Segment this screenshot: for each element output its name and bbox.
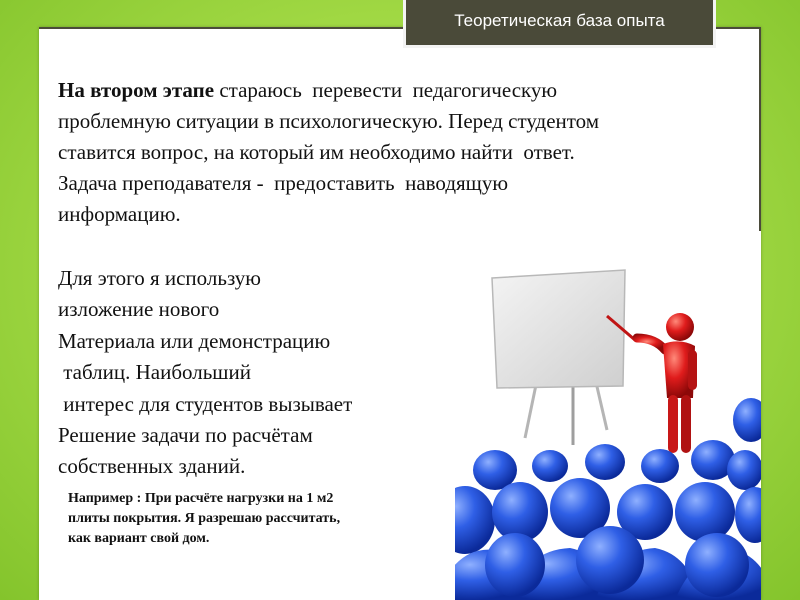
- intro-bold-phrase: На втором этапе: [58, 78, 215, 102]
- intro-line-1-text: стараюсь перевести педагогическую: [214, 78, 558, 102]
- panel-right-border: [759, 27, 761, 231]
- method-line: Решение задачи по расчётам: [58, 423, 313, 448]
- method-line: изложение нового: [58, 297, 220, 322]
- intro-line-3: ставится вопрос, на который им необходимо найти ответ.: [58, 140, 575, 164]
- presenter-illustration: [455, 230, 761, 600]
- method-line: собственных зданий.: [58, 454, 246, 479]
- method-line: интерес для студентов вызывает: [58, 391, 353, 416]
- method-line: Материала или демонстрацию: [58, 328, 331, 353]
- method-paragraph: [58, 263, 478, 483]
- whiteboard-icon: [492, 270, 625, 445]
- intro-line-2: проблемную ситуации в психологическую. Перед студентом: [58, 109, 600, 133]
- method-line: Для этого я использую: [58, 266, 261, 290]
- intro-line-5: информацию.: [58, 202, 181, 226]
- slide-title: Теоретическая база опыта: [403, 0, 716, 48]
- method-line: таблиц. Наибольший: [58, 360, 251, 385]
- note-line: плиты покрытия. Я разрешаю рассчитать,: [68, 511, 341, 526]
- intro-line-1: [58, 75, 758, 106]
- note-line: Например : При расчёте нагрузки на 1 м2: [68, 491, 334, 506]
- example-note: [68, 489, 468, 549]
- note-line: как вариант свой дом.: [68, 531, 210, 546]
- intro-paragraph: [58, 75, 758, 230]
- intro-line-4: Задача преподавателя - предоставить наводящую: [58, 171, 509, 195]
